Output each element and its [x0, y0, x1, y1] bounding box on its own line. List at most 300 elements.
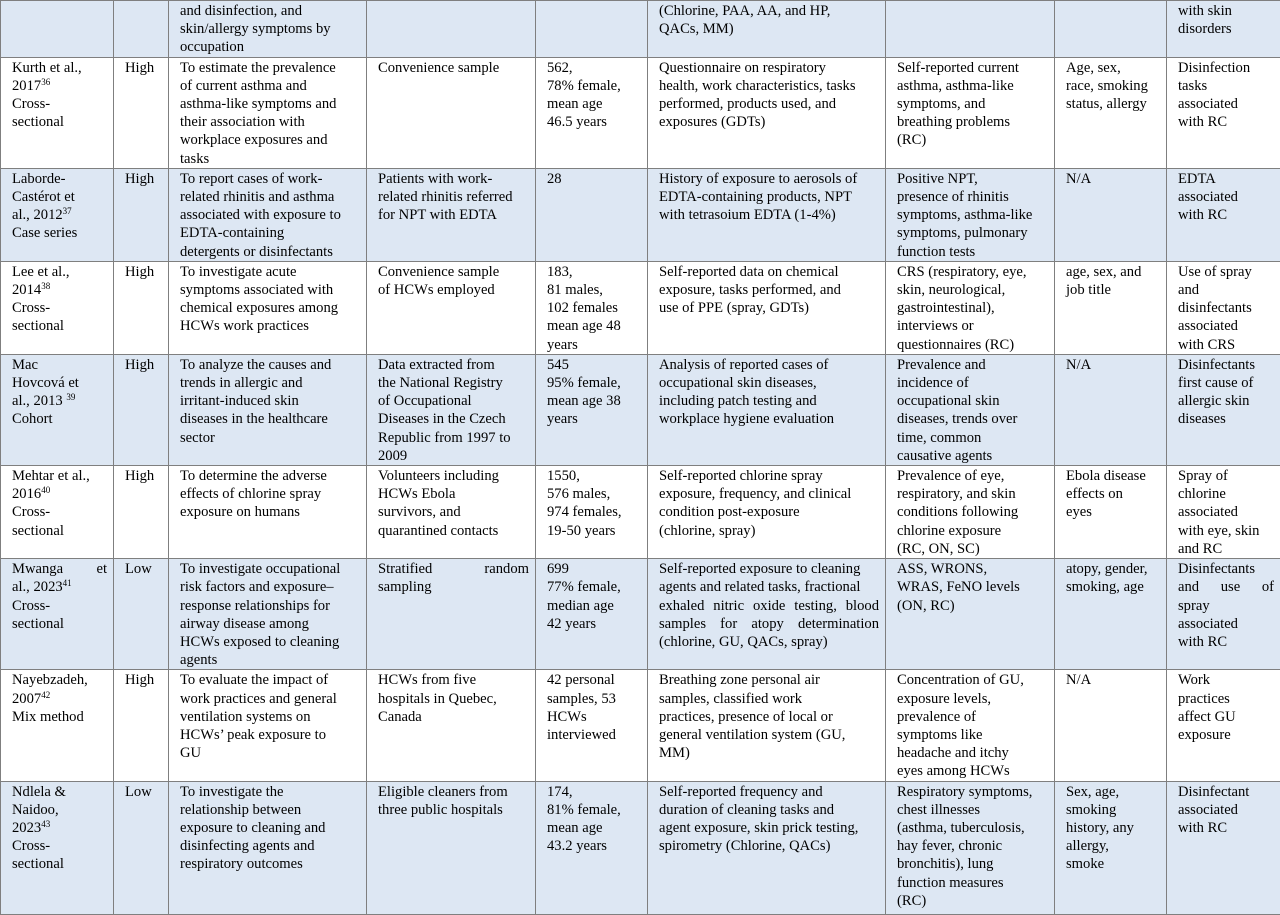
cell-text: duration of cleaning tasks and	[659, 802, 834, 818]
cell-line	[897, 503, 1048, 521]
cell-line	[1066, 503, 1160, 521]
cell-line	[1178, 690, 1274, 708]
cell-line	[547, 59, 641, 77]
cell-line	[1178, 801, 1274, 819]
cell-text: asthma-like symptoms and	[180, 96, 336, 112]
cell-line	[547, 615, 641, 633]
cell-text: Self-reported chlorine spray	[659, 468, 823, 484]
cell-line	[12, 485, 107, 503]
cell-line	[12, 263, 107, 281]
cell-line	[897, 392, 1048, 410]
cell-line	[1066, 837, 1160, 855]
cell-line	[897, 690, 1048, 708]
cell-line	[378, 801, 529, 819]
cell-text: 28	[547, 171, 562, 187]
cell-text: health, work characteristics, tasks	[659, 78, 856, 94]
cell-text: HCWs work practices	[180, 318, 309, 334]
cell-text: airway disease among	[180, 616, 309, 632]
cell-text: practices	[1178, 691, 1230, 707]
cell-line	[180, 263, 360, 281]
cell-text: headache and itchy	[897, 745, 1009, 761]
cell-text: exposure to cleaning and	[180, 820, 325, 836]
cell-line	[180, 243, 360, 261]
cell-text: disorders	[1178, 21, 1232, 37]
cell-line	[659, 170, 879, 188]
cell-line	[1066, 819, 1160, 837]
cell-text: Ndlela &	[12, 784, 66, 800]
cell-line	[547, 819, 641, 837]
cell-line	[897, 447, 1048, 465]
cell-line	[897, 317, 1048, 335]
cell-text: Hovcová et	[12, 375, 79, 391]
cell-line	[897, 819, 1048, 837]
cell-text: associated	[1178, 802, 1238, 818]
cell-text: Case series	[12, 225, 77, 241]
cell-line	[547, 671, 641, 689]
cell-text: Disinfectants	[1178, 357, 1255, 373]
cell-text: MM)	[659, 745, 690, 761]
cell-text: tasks	[1178, 78, 1207, 94]
cell-text: To investigate acute	[180, 264, 297, 280]
cell-line	[897, 77, 1048, 95]
cell-line	[659, 726, 879, 744]
quality-cell	[114, 559, 169, 670]
cell-line	[1066, 170, 1160, 188]
cell-line	[180, 392, 360, 410]
cell-text: 43.2 years	[547, 838, 607, 854]
cell-text: symptoms, pulmonary	[897, 225, 1028, 241]
cell-line	[12, 578, 107, 596]
adjustment-cell	[1055, 354, 1167, 465]
cell-text: their association with	[180, 114, 305, 130]
cell-line	[1066, 281, 1160, 299]
cell-line	[659, 597, 879, 615]
cell-line	[378, 392, 529, 410]
aim-cell	[169, 466, 367, 559]
cell-text: To evaluate the impact of	[180, 672, 328, 688]
adjustment-cell	[1055, 261, 1167, 354]
cell-line	[1066, 485, 1160, 503]
outcome-cell	[886, 559, 1055, 670]
cell-line	[180, 77, 360, 95]
cell-line	[1178, 633, 1274, 651]
cell-text: respiratory, and skin	[897, 486, 1016, 502]
cell-text: To analyze the causes and	[180, 357, 331, 373]
cell-line	[12, 801, 107, 819]
cell-text: High	[125, 357, 154, 373]
cell-line	[547, 783, 641, 801]
cell-line	[12, 597, 107, 615]
cell-text: related rhinitis and asthma	[180, 189, 334, 205]
cell-text: QACs, MM)	[659, 21, 734, 37]
cell-text: survivors, and	[378, 504, 461, 520]
cell-text: irritant-induced skin	[180, 393, 299, 409]
cell-text: Self-reported exposure to cleaning	[659, 561, 860, 577]
findings-cell	[1167, 168, 1280, 261]
cell-line	[125, 356, 162, 374]
cell-text: 2007	[12, 691, 41, 707]
cell-text: hay fever, chronic	[897, 838, 1002, 854]
cell-line	[1178, 708, 1274, 726]
cell-line	[12, 113, 107, 131]
cell-line	[897, 597, 1048, 615]
outcome-cell	[886, 466, 1055, 559]
cell-text: N/A	[1066, 357, 1091, 373]
cell-line	[1066, 560, 1160, 578]
cell-line	[378, 783, 529, 801]
cell-text: hospitals in Quebec,	[378, 691, 497, 707]
cell-line	[180, 429, 360, 447]
cell-line	[659, 20, 879, 38]
cell-text: with tetrasoium EDTA (1-4%)	[659, 207, 836, 223]
cell-line	[659, 485, 879, 503]
participants-cell	[536, 466, 648, 559]
cell-text: exposure	[1178, 727, 1231, 743]
cell-line	[12, 522, 107, 540]
cell-line	[12, 690, 107, 708]
cell-text: skin/allergy symptoms by	[180, 21, 331, 37]
cell-line	[659, 503, 879, 521]
cell-text: CRS (respiratory, eye,	[897, 264, 1027, 280]
findings-cell	[1167, 466, 1280, 559]
cell-line	[659, 801, 879, 819]
cell-text: HCWs exposed to cleaning	[180, 634, 339, 650]
cell-line	[1178, 170, 1274, 188]
findings-cell	[1167, 354, 1280, 465]
cell-line	[897, 783, 1048, 801]
cell-text: presence of rhinitis	[897, 189, 1009, 205]
reference-superscript: 38	[41, 281, 50, 291]
cell-text: mean age 48	[547, 318, 621, 334]
cell-text: smoking	[1066, 802, 1116, 818]
cell-line	[1178, 671, 1274, 689]
cell-line	[547, 503, 641, 521]
cell-line	[659, 299, 879, 317]
cell-text: High	[125, 171, 154, 187]
cell-line	[180, 801, 360, 819]
cell-line	[659, 615, 879, 633]
cell-text: 974 females,	[547, 504, 622, 520]
cell-text: spray	[1178, 598, 1210, 614]
cell-text: sectional	[12, 616, 64, 632]
aim-cell	[169, 354, 367, 465]
cell-line	[378, 188, 529, 206]
cell-line	[547, 597, 641, 615]
cell-line	[547, 522, 641, 540]
quality-cell	[114, 1, 169, 58]
cell-line	[1178, 188, 1274, 206]
cell-line	[897, 429, 1048, 447]
cell-text: agent exposure, skin prick testing,	[659, 820, 858, 836]
table-row	[1, 261, 1280, 354]
cell-line	[180, 690, 360, 708]
cell-line	[180, 38, 360, 56]
cell-line	[180, 206, 360, 224]
cell-line	[12, 503, 107, 521]
cell-line	[659, 356, 879, 374]
cell-text: 95% female,	[547, 375, 621, 391]
cell-line	[1178, 467, 1274, 485]
sampling-cell	[367, 1, 536, 58]
cell-line	[547, 837, 641, 855]
cell-line	[897, 170, 1048, 188]
table-row	[1, 168, 1280, 261]
cell-line	[12, 392, 107, 410]
cell-line	[659, 633, 879, 651]
cell-line	[897, 356, 1048, 374]
findings-cell	[1167, 261, 1280, 354]
cell-line	[897, 410, 1048, 428]
cell-line	[1066, 263, 1160, 281]
cell-text: 2017	[12, 78, 41, 94]
participants-cell	[536, 168, 648, 261]
cell-text: GU	[180, 745, 201, 761]
cell-line	[547, 77, 641, 95]
quality-cell	[114, 354, 169, 465]
cell-line	[1178, 356, 1274, 374]
cell-line	[180, 578, 360, 596]
cell-line	[659, 59, 879, 77]
cell-line	[180, 560, 360, 578]
cell-text: HCWs	[547, 709, 587, 725]
cell-line	[378, 410, 529, 428]
cell-text: general ventilation system (GU,	[659, 727, 845, 743]
cell-text: chemical exposures among	[180, 300, 338, 316]
participants-cell	[536, 559, 648, 670]
cell-line	[659, 671, 879, 689]
cell-text: agents and related tasks, fractional	[659, 579, 860, 595]
outcome-cell	[886, 1, 1055, 58]
cell-line	[659, 560, 879, 578]
cell-text: exhaled nitric oxide testing, blood	[659, 598, 879, 614]
cell-line	[1178, 540, 1274, 558]
cell-line	[180, 615, 360, 633]
cell-text: Self-reported frequency and	[659, 784, 823, 800]
quality-cell	[114, 261, 169, 354]
cell-text: Castérot et	[12, 189, 75, 205]
cell-line	[1178, 560, 1274, 578]
cell-line	[897, 540, 1048, 558]
cell-line	[180, 633, 360, 651]
cell-line	[659, 113, 879, 131]
cell-text: occupation	[180, 39, 244, 55]
cell-text: skin, neurological,	[897, 282, 1005, 298]
cell-text: detergents or disinfectants	[180, 244, 333, 260]
cell-line	[378, 356, 529, 374]
cell-text: diseases in the healthcare	[180, 411, 328, 427]
cell-line	[378, 522, 529, 540]
cell-line	[659, 522, 879, 540]
cell-line	[180, 131, 360, 149]
exposure-cell	[648, 781, 886, 914]
cell-line	[897, 874, 1048, 892]
cell-line	[125, 467, 162, 485]
exposure-cell	[648, 670, 886, 781]
cell-line	[897, 374, 1048, 392]
cell-line	[378, 447, 529, 465]
cell-text: Eligible cleaners from	[378, 784, 508, 800]
cell-text: Nayebzadeh,	[12, 672, 88, 688]
findings-cell	[1167, 781, 1280, 914]
cell-text: (RC)	[897, 893, 926, 909]
cell-line	[378, 263, 529, 281]
cell-line	[180, 170, 360, 188]
outcome-cell	[886, 670, 1055, 781]
cell-text: 1550,	[547, 468, 580, 484]
cell-text: To investigate occupational	[180, 561, 340, 577]
cell-line	[547, 356, 641, 374]
cell-line	[659, 374, 879, 392]
cell-text: effects on	[1066, 486, 1123, 502]
exposure-cell	[648, 1, 886, 58]
cell-text: status, allergy	[1066, 96, 1147, 112]
cell-text: Self-reported current	[897, 60, 1019, 76]
cell-text: symptoms, asthma-like	[897, 207, 1032, 223]
cell-line	[180, 150, 360, 168]
quality-cell	[114, 670, 169, 781]
cell-text: exposure levels,	[897, 691, 991, 707]
cell-line	[547, 299, 641, 317]
cell-text: allergy,	[1066, 838, 1109, 854]
cell-line	[659, 392, 879, 410]
cell-line	[547, 485, 641, 503]
cell-line	[180, 708, 360, 726]
cell-text: Disinfectants	[1178, 561, 1255, 577]
cell-line	[547, 578, 641, 596]
cell-text: associated with exposure to	[180, 207, 341, 223]
cell-line	[547, 392, 641, 410]
cell-text: chlorine exposure	[897, 523, 1001, 539]
cell-line	[547, 410, 641, 428]
cell-text: samples, classified work	[659, 691, 802, 707]
cell-line	[897, 560, 1048, 578]
cell-text: with skin	[1178, 3, 1232, 19]
cell-text: Mehtar et al.,	[12, 468, 90, 484]
cell-text: disinfecting agents and	[180, 838, 315, 854]
cell-line	[1178, 410, 1274, 428]
sampling-cell	[367, 354, 536, 465]
cell-text: Patients with work-	[378, 171, 492, 187]
cell-text: tasks	[180, 151, 209, 167]
cell-text: condition post-exposure	[659, 504, 800, 520]
cell-text: samples for atopy determination	[659, 616, 879, 632]
cell-text: associated	[1178, 189, 1238, 205]
cell-text: occupational skin diseases,	[659, 375, 817, 391]
cell-text: 102 females	[547, 300, 618, 316]
cell-line	[378, 708, 529, 726]
cell-line	[378, 485, 529, 503]
cell-line	[12, 855, 107, 873]
cell-line	[1178, 726, 1274, 744]
cell-line	[1066, 783, 1160, 801]
cell-line	[378, 374, 529, 392]
cell-line	[180, 651, 360, 669]
cell-line	[1066, 855, 1160, 873]
cell-text: al., 2023	[12, 579, 63, 595]
cell-line	[1066, 578, 1160, 596]
cell-line	[12, 170, 107, 188]
cell-text: Positive NPT,	[897, 171, 978, 187]
sampling-cell	[367, 559, 536, 670]
cell-text: 183,	[547, 264, 573, 280]
adjustment-cell	[1055, 1, 1167, 58]
cell-text: median age	[547, 598, 614, 614]
exposure-cell	[648, 168, 886, 261]
cell-text: diseases	[1178, 411, 1226, 427]
cell-text: 81% female,	[547, 802, 621, 818]
cell-line	[180, 299, 360, 317]
cell-line	[1178, 317, 1274, 335]
cell-text: disinfectants	[1178, 300, 1252, 316]
cell-text: of Occupational	[378, 393, 472, 409]
cell-text: asthma, asthma-like	[897, 78, 1014, 94]
cell-text: response relationships for	[180, 598, 330, 614]
cell-line	[547, 317, 641, 335]
adjustment-cell	[1055, 670, 1167, 781]
cell-line	[897, 726, 1048, 744]
cell-text: Cross-	[12, 96, 50, 112]
study-cell	[1, 1, 114, 58]
cell-line	[1178, 59, 1274, 77]
cell-text: first cause of	[1178, 375, 1253, 391]
cell-text: chest illnesses	[897, 802, 980, 818]
findings-cell	[1167, 57, 1280, 168]
cell-text: ventilation systems on	[180, 709, 311, 725]
cell-text: symptoms like	[897, 727, 983, 743]
cell-text: HCWs’ peak exposure to	[180, 727, 326, 743]
sampling-cell	[367, 781, 536, 914]
findings-cell	[1167, 559, 1280, 670]
cell-text: mean age 38	[547, 393, 621, 409]
cell-line	[12, 410, 107, 428]
cell-text: performed, products used, and	[659, 96, 836, 112]
cell-line	[547, 560, 641, 578]
cell-text: causative agents	[897, 448, 992, 464]
cell-text: incidence of	[897, 375, 969, 391]
cell-line	[897, 59, 1048, 77]
cell-line	[547, 95, 641, 113]
cell-text: 2014	[12, 282, 41, 298]
cell-line	[547, 170, 641, 188]
cell-text: 576 males,	[547, 486, 610, 502]
cell-line	[1178, 336, 1274, 354]
cell-line	[12, 95, 107, 113]
cell-text: eyes	[1066, 504, 1092, 520]
cell-line	[378, 578, 529, 596]
cell-text: related rhinitis referred	[378, 189, 513, 205]
cell-text: ASS, WRONS,	[897, 561, 987, 577]
cell-text: 2009	[378, 448, 407, 464]
cell-line	[897, 224, 1048, 242]
cell-line	[897, 522, 1048, 540]
cell-line	[897, 188, 1048, 206]
cell-text: Age, sex,	[1066, 60, 1121, 76]
study-cell	[1, 57, 114, 168]
exposure-cell	[648, 261, 886, 354]
cell-text: questionnaires (RC)	[897, 337, 1014, 353]
cell-line	[897, 744, 1048, 762]
cell-line	[12, 671, 107, 689]
cell-line	[659, 690, 879, 708]
cell-text: with RC	[1178, 114, 1227, 130]
cell-line	[1178, 503, 1274, 521]
cell-text: history, any	[1066, 820, 1134, 836]
cell-line	[897, 762, 1048, 780]
cell-text: (RC)	[897, 132, 926, 148]
cell-line	[659, 467, 879, 485]
outcome-cell	[886, 781, 1055, 914]
cell-line	[1178, 77, 1274, 95]
